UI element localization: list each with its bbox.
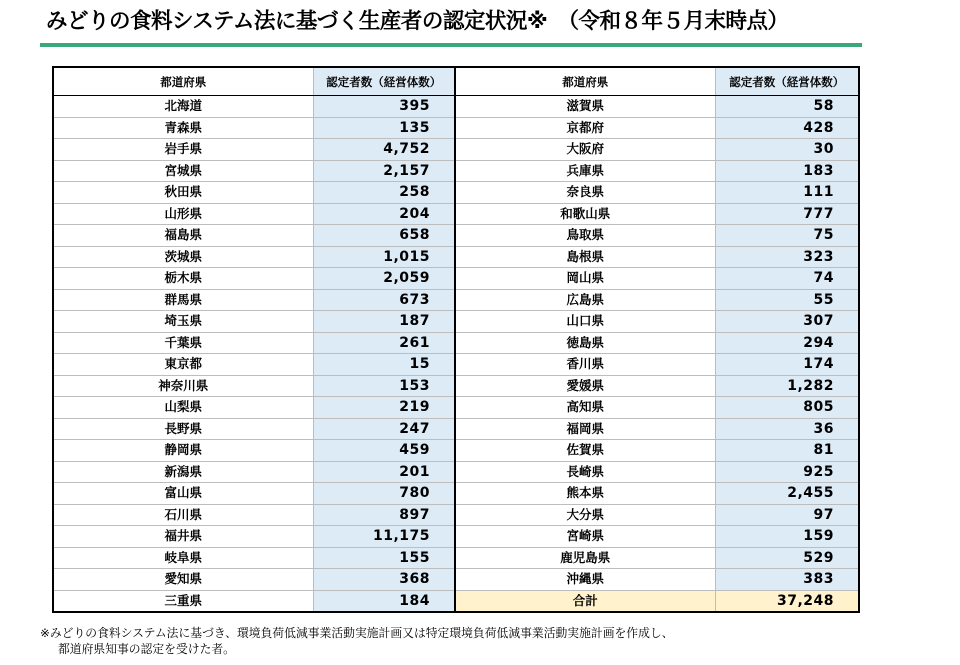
prefecture-name-left: 北海道: [53, 96, 313, 118]
certified-count-right: 925: [715, 461, 859, 483]
certified-count-right: 55: [715, 289, 859, 311]
table-row: [53, 203, 859, 225]
prefecture-name-right: 和歌山県: [455, 203, 715, 225]
table-header-row: [53, 67, 859, 96]
prefecture-name-left: 埼玉県: [53, 311, 313, 333]
prefecture-name-left: 山形県: [53, 203, 313, 225]
certified-count-left: 4,752: [313, 139, 455, 161]
page-title: みどりの食料システム法に基づく生産者の認定状況※ （令和８年５月末時点）: [46, 9, 789, 34]
certified-count-left: 247: [313, 418, 455, 440]
certified-count-left: 258: [313, 182, 455, 204]
certified-count-right: 183: [715, 160, 859, 182]
title-underline: [40, 43, 862, 47]
prefecture-name-right: 京都府: [455, 117, 715, 139]
prefecture-name-left: 静岡県: [53, 440, 313, 462]
table-row: [53, 504, 859, 526]
certification-table: [52, 66, 860, 613]
prefecture-name-right: 福岡県: [455, 418, 715, 440]
certified-count-right: 30: [715, 139, 859, 161]
prefecture-name-right: 沖縄県: [455, 569, 715, 591]
certified-count-right: 805: [715, 397, 859, 419]
table-row: [53, 268, 859, 290]
prefecture-name-right: 大分県: [455, 504, 715, 526]
certified-count-right: 36: [715, 418, 859, 440]
table-row: [53, 418, 859, 440]
prefecture-name-left: 岩手県: [53, 139, 313, 161]
prefecture-name-right: 奈良県: [455, 182, 715, 204]
certified-count-right: 777: [715, 203, 859, 225]
table-body: [53, 67, 859, 612]
table-row: [53, 440, 859, 462]
prefecture-name-left: 岐阜県: [53, 547, 313, 569]
table-row: [53, 547, 859, 569]
prefecture-name-right: 長崎県: [455, 461, 715, 483]
certified-count-left: 204: [313, 203, 455, 225]
prefecture-name-left: 千葉県: [53, 332, 313, 354]
table-row: [53, 461, 859, 483]
certified-count-right: 428: [715, 117, 859, 139]
prefecture-name-left: 福井県: [53, 526, 313, 548]
certified-count-left: 673: [313, 289, 455, 311]
certified-count-right: 294: [715, 332, 859, 354]
prefecture-name-left: 神奈川県: [53, 375, 313, 397]
prefecture-name-right: 愛媛県: [455, 375, 715, 397]
table-row: [53, 289, 859, 311]
prefecture-name-right: 広島県: [455, 289, 715, 311]
table-row: [53, 117, 859, 139]
certified-count-left: 153: [313, 375, 455, 397]
certified-count-left: 780: [313, 483, 455, 505]
certified-count-right: 323: [715, 246, 859, 268]
table-row: [53, 96, 859, 118]
prefecture-name-left: 秋田県: [53, 182, 313, 204]
certified-count-left: 187: [313, 311, 455, 333]
certified-count-left: 155: [313, 547, 455, 569]
footnote-line-1: ※みどりの食料システム法に基づき、環境負荷低減事業活動実施計画又は特定環境負荷低減事業活動実施計画を作成し、: [40, 626, 674, 640]
prefecture-name-left: 群馬県: [53, 289, 313, 311]
certified-count-left: 201: [313, 461, 455, 483]
table-row: [53, 354, 859, 376]
certified-count-left: 897: [313, 504, 455, 526]
prefecture-name-left: 青森県: [53, 117, 313, 139]
prefecture-name-right: 山口県: [455, 311, 715, 333]
prefecture-name-left: 長野県: [53, 418, 313, 440]
table-row: [53, 483, 859, 505]
certified-count-left: 459: [313, 440, 455, 462]
certified-count-right: 111: [715, 182, 859, 204]
prefecture-name-right: 鹿児島県: [455, 547, 715, 569]
prefecture-name-right: 鳥取県: [455, 225, 715, 247]
certified-count-left: 184: [313, 590, 455, 612]
header-count-right: 認定者数（経営体数）: [715, 67, 859, 96]
header-count-left: 認定者数（経営体数）: [313, 67, 455, 96]
certified-count-right: 2,455: [715, 483, 859, 505]
certified-count-left: 2,059: [313, 268, 455, 290]
certified-count-right: 75: [715, 225, 859, 247]
prefecture-name-right: 佐賀県: [455, 440, 715, 462]
header-prefecture-right: 都道府県: [455, 67, 715, 96]
table-row: [53, 311, 859, 333]
prefecture-name-left: 福島県: [53, 225, 313, 247]
certified-count-left: 395: [313, 96, 455, 118]
prefecture-name-right: 滋賀県: [455, 96, 715, 118]
certified-count-right: 307: [715, 311, 859, 333]
table-row: [53, 397, 859, 419]
prefecture-name-left: 新潟県: [53, 461, 313, 483]
table-row: [53, 526, 859, 548]
prefecture-name-right: 徳島県: [455, 332, 715, 354]
certified-count-left: 15: [313, 354, 455, 376]
table-row: [53, 569, 859, 591]
table-row: [53, 590, 859, 612]
certified-count-left: 1,015: [313, 246, 455, 268]
certified-count-right: 383: [715, 569, 859, 591]
footnote-line-2: 都道府県知事の認定を受けた者。: [58, 642, 235, 656]
total-label: 合計: [455, 590, 715, 612]
certified-count-right: 159: [715, 526, 859, 548]
prefecture-name-left: 宮城県: [53, 160, 313, 182]
certified-count-right: 74: [715, 268, 859, 290]
table-row: [53, 332, 859, 354]
certified-count-right: 174: [715, 354, 859, 376]
footnote: [40, 625, 673, 657]
total-value: 37,248: [715, 590, 859, 612]
prefecture-name-left: 茨城県: [53, 246, 313, 268]
table-row: [53, 182, 859, 204]
prefecture-name-right: 大阪府: [455, 139, 715, 161]
header-prefecture-left: 都道府県: [53, 67, 313, 96]
prefecture-name-right: 兵庫県: [455, 160, 715, 182]
prefecture-name-right: 熊本県: [455, 483, 715, 505]
prefecture-name-left: 石川県: [53, 504, 313, 526]
table-row: [53, 139, 859, 161]
prefecture-name-right: 島根県: [455, 246, 715, 268]
prefecture-name-right: 岡山県: [455, 268, 715, 290]
table-row: [53, 375, 859, 397]
certified-count-right: 58: [715, 96, 859, 118]
certified-count-left: 135: [313, 117, 455, 139]
certified-count-right: 529: [715, 547, 859, 569]
certified-count-left: 368: [313, 569, 455, 591]
certified-count-left: 658: [313, 225, 455, 247]
certified-count-right: 97: [715, 504, 859, 526]
prefecture-name-left: 三重県: [53, 590, 313, 612]
prefecture-name-left: 愛知県: [53, 569, 313, 591]
table-row: [53, 225, 859, 247]
certified-count-right: 1,282: [715, 375, 859, 397]
prefecture-name-right: 宮崎県: [455, 526, 715, 548]
table-row: [53, 246, 859, 268]
certified-count-left: 261: [313, 332, 455, 354]
table-row: [53, 160, 859, 182]
prefecture-name-left: 山梨県: [53, 397, 313, 419]
prefecture-name-left: 東京都: [53, 354, 313, 376]
certified-count-left: 219: [313, 397, 455, 419]
prefecture-name-left: 富山県: [53, 483, 313, 505]
prefecture-name-left: 栃木県: [53, 268, 313, 290]
certified-count-left: 2,157: [313, 160, 455, 182]
certified-count-left: 11,175: [313, 526, 455, 548]
certified-count-right: 81: [715, 440, 859, 462]
prefecture-name-right: 香川県: [455, 354, 715, 376]
prefecture-name-right: 高知県: [455, 397, 715, 419]
